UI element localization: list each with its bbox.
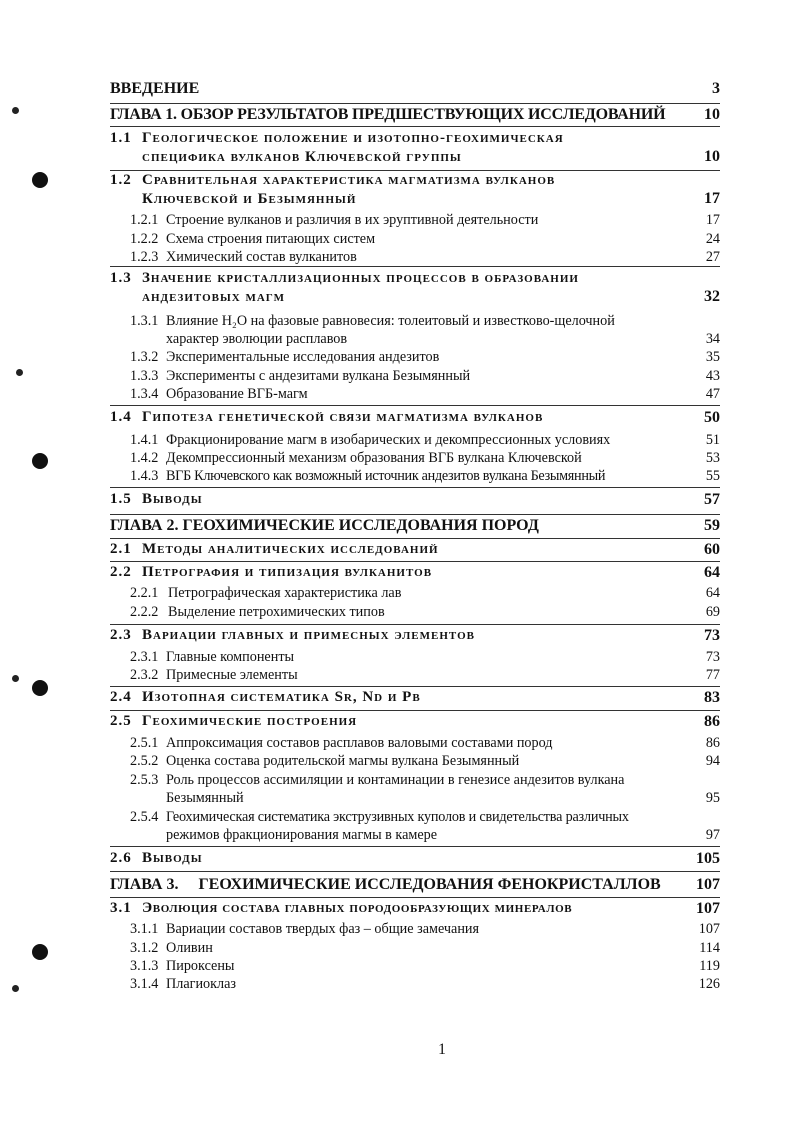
toc-title-cont: специфика вулканов Ключевской группы bbox=[142, 149, 462, 165]
toc-entry bbox=[110, 172, 720, 212]
toc-title: Плагиоклаз bbox=[166, 976, 237, 992]
toc-page: 73 bbox=[705, 649, 720, 665]
toc-number: 1.1 bbox=[110, 130, 132, 146]
toc-number: 2.5.2 bbox=[130, 753, 159, 769]
toc-page: 114 bbox=[699, 940, 720, 956]
toc-number: 1.3 bbox=[110, 270, 132, 286]
toc-number: 2.2.2 bbox=[130, 604, 159, 620]
toc-page: 86 bbox=[704, 713, 720, 730]
toc-title: Экспериментальные исследования андезитов bbox=[166, 349, 440, 365]
toc-entry bbox=[130, 432, 720, 450]
toc-entry bbox=[110, 713, 720, 733]
toc-number: 1.3.3 bbox=[130, 368, 159, 384]
toc-number: 1.4.3 bbox=[130, 468, 159, 484]
toc-page: 34 bbox=[705, 331, 720, 347]
toc-number: 1.3.1 bbox=[130, 313, 159, 329]
toc-entry bbox=[130, 809, 720, 845]
toc-title: Химический состав вулканитов bbox=[166, 249, 357, 265]
toc-page: 47 bbox=[705, 386, 720, 402]
toc-page: 27 bbox=[705, 249, 720, 265]
toc-page: 35 bbox=[705, 349, 720, 365]
toc-page: 97 bbox=[705, 827, 720, 843]
toc-number: 2.5.4 bbox=[130, 809, 159, 825]
toc-title: Схема строения питающих систем bbox=[166, 231, 376, 247]
toc-page: 126 bbox=[698, 976, 720, 992]
toc-title: Пироксены bbox=[166, 958, 235, 974]
toc-page: 64 bbox=[705, 585, 720, 601]
toc-page: 86 bbox=[705, 735, 720, 751]
toc-title-cont: Безымянный bbox=[166, 790, 244, 806]
toc-entry bbox=[110, 876, 720, 896]
toc-entry bbox=[130, 386, 720, 404]
toc-title: Декомпрессионный механизм образования ВГБ вулкана Ключевской bbox=[166, 450, 582, 466]
toc-title: Влияние H₂O на фазовые равновесия: толеитовый и известково-щелочной bbox=[166, 313, 615, 329]
toc-number: 3.1.2 bbox=[130, 940, 159, 956]
toc-title: Выводы bbox=[142, 491, 203, 507]
toc-entry bbox=[130, 212, 720, 230]
toc-entry bbox=[110, 80, 720, 100]
toc-page: 83 bbox=[704, 689, 720, 706]
toc-title: Петрографическая характеристика лав bbox=[168, 585, 402, 601]
toc-number: 2.3.2 bbox=[130, 667, 159, 683]
toc-number: 1.2 bbox=[110, 172, 132, 188]
toc-entry bbox=[130, 649, 720, 667]
toc-page: 17 bbox=[705, 212, 720, 228]
toc-title: Оливин bbox=[166, 940, 213, 956]
toc-title: ВВЕДЕНИЕ bbox=[110, 80, 200, 97]
toc-page: 94 bbox=[705, 753, 720, 769]
toc-entry bbox=[130, 349, 720, 367]
toc-entry bbox=[130, 958, 720, 976]
toc-page: 10 bbox=[704, 148, 720, 165]
toc-page: 64 bbox=[704, 564, 720, 581]
toc-title: Геохимическая систематика экструзивных куполов и свидетельства различных bbox=[166, 809, 629, 825]
toc-entry bbox=[110, 130, 720, 170]
toc-page: 17 bbox=[704, 190, 720, 207]
toc-page: 77 bbox=[705, 667, 720, 683]
toc-page: 60 bbox=[704, 541, 720, 558]
toc-title: Выводы bbox=[142, 850, 203, 866]
toc-title: Петрография и типизация вулканитов bbox=[142, 564, 433, 580]
toc-entry bbox=[130, 667, 720, 685]
toc-entry bbox=[130, 921, 720, 939]
toc-entry bbox=[130, 585, 720, 603]
toc-number: 2.1 bbox=[110, 541, 132, 557]
toc-title: Роль процессов ассимиляции и контаминации в генезисе андезитов вулкана bbox=[166, 772, 625, 788]
toc-page: 107 bbox=[698, 921, 720, 937]
toc-entry bbox=[130, 604, 720, 622]
toc-entry bbox=[130, 940, 720, 958]
toc-entry bbox=[130, 368, 720, 386]
toc-entry bbox=[110, 517, 720, 537]
toc-page: 69 bbox=[705, 604, 720, 620]
toc-number: 1.2.2 bbox=[130, 231, 159, 247]
toc-number: 2.3.1 bbox=[130, 649, 159, 665]
toc-title: Аппроксимация составов расплавов валовыми составами пород bbox=[166, 735, 553, 751]
toc-entry bbox=[110, 270, 720, 310]
toc-page: 53 bbox=[705, 450, 720, 466]
toc-title-cont: характер эволюции расплавов bbox=[166, 331, 348, 347]
toc-number: 2.3 bbox=[110, 627, 132, 643]
toc-title-cont: Ключевской и Безымянный bbox=[142, 191, 357, 207]
toc-title: Эволюция состава главных породообразующих минералов bbox=[142, 900, 573, 916]
toc-entry bbox=[110, 900, 720, 920]
toc-title: Строение вулканов и различия в их эруптивной деятельности bbox=[166, 212, 539, 228]
toc-page: 3 bbox=[712, 80, 720, 97]
toc-entry bbox=[130, 450, 720, 468]
toc-entry bbox=[110, 409, 720, 429]
toc-title: Значение кристаллизационных процессов в образовании bbox=[142, 270, 579, 286]
toc-entry bbox=[130, 231, 720, 249]
toc-entry bbox=[130, 976, 720, 994]
toc-page: 73 bbox=[704, 627, 720, 644]
toc-number: 2.2.1 bbox=[130, 585, 159, 601]
toc-title-cont: режимов фракционирования магмы в камере bbox=[166, 827, 438, 843]
toc-title: Выделение петрохимических типов bbox=[168, 604, 385, 620]
toc-title: Примесные элементы bbox=[166, 667, 298, 683]
toc-title: Сравнительная характеристика магматизма вулканов bbox=[142, 172, 556, 188]
toc-title-cont: андезитовых магм bbox=[142, 289, 286, 305]
toc-entry bbox=[110, 689, 720, 709]
toc-number: 2.2 bbox=[110, 564, 132, 580]
toc-number: 2.5 bbox=[110, 713, 132, 729]
toc-entry bbox=[130, 249, 720, 267]
toc-number: 2.6 bbox=[110, 850, 132, 866]
toc-entry bbox=[130, 753, 720, 771]
toc-page: 105 bbox=[696, 850, 720, 867]
toc-entry bbox=[130, 772, 720, 808]
toc-number: 1.2.1 bbox=[130, 212, 159, 228]
toc-title: Образование ВГБ-магм bbox=[166, 386, 308, 402]
toc-title: ВГБ Ключевского как возможный источник андезитов вулкана Безымянный bbox=[166, 468, 606, 484]
toc-number: 2.5.1 bbox=[130, 735, 159, 751]
toc-title: ГЛАВА 2. ГЕОХИМИЧЕСКИЕ ИССЛЕДОВАНИЯ ПОРОД bbox=[110, 517, 539, 534]
toc-page: 32 bbox=[704, 288, 720, 305]
toc-page: 50 bbox=[704, 409, 720, 426]
toc-page: 107 bbox=[696, 876, 720, 893]
toc-number: 1.4 bbox=[110, 409, 132, 425]
toc-title: Изотопная систематика Sr, Nd и Pb bbox=[142, 689, 421, 705]
toc-page: 51 bbox=[705, 432, 720, 448]
toc-number: 1.3.4 bbox=[130, 386, 159, 402]
toc-entry bbox=[110, 564, 720, 584]
toc-page: 55 bbox=[705, 468, 720, 484]
toc-title: ГЛАВА 1. ОБЗОР РЕЗУЛЬТАТОВ ПРЕДШЕСТВУЮЩИХ ИССЛЕДОВАНИЙ bbox=[110, 106, 666, 123]
toc-title: Главные компоненты bbox=[166, 649, 295, 665]
toc-number: 2.4 bbox=[110, 689, 132, 705]
toc-entry bbox=[110, 491, 720, 511]
toc-number: 1.4.2 bbox=[130, 450, 159, 466]
toc-title: ГЛАВА 3. ГЕОХИМИЧЕСКИЕ ИССЛЕДОВАНИЯ ФЕНОКРИСТАЛЛОВ bbox=[110, 876, 661, 893]
toc-page: 43 bbox=[705, 368, 720, 384]
toc-title: Геохимические построения bbox=[142, 713, 358, 729]
toc-entry bbox=[110, 850, 720, 870]
toc-number: 3.1 bbox=[110, 900, 132, 916]
toc-page: 59 bbox=[704, 517, 720, 534]
toc-page: 95 bbox=[705, 790, 720, 806]
toc-page: 10 bbox=[704, 106, 720, 123]
toc-number: 3.1.3 bbox=[130, 958, 159, 974]
toc-title: Методы аналитических исследований bbox=[142, 541, 439, 557]
toc-page: 57 bbox=[704, 491, 720, 508]
toc-number: 1.2.3 bbox=[130, 249, 159, 265]
toc-number: 1.3.2 bbox=[130, 349, 159, 365]
toc-number: 1.4.1 bbox=[130, 432, 159, 448]
toc-entry bbox=[130, 468, 720, 486]
toc-title: Геологическое положение и изотопно-геохимическая bbox=[142, 130, 564, 146]
toc-title: Фракционирование магм в изобарических и декомпрессионных условиях bbox=[166, 432, 611, 448]
toc-page: 119 bbox=[699, 958, 720, 974]
toc-page: 107 bbox=[696, 900, 720, 917]
toc-number: 3.1.1 bbox=[130, 921, 159, 937]
toc-title: Вариации главных и примесных элементов bbox=[142, 627, 475, 643]
toc-title: Эксперименты с андезитами вулкана Безымянный bbox=[166, 368, 471, 384]
toc-number: 2.5.3 bbox=[130, 772, 159, 788]
toc-title: Гипотеза генетической связи магматизма вулканов bbox=[142, 409, 544, 425]
toc-number: 1.5 bbox=[110, 491, 132, 507]
toc-title: Оценка состава родительской магмы вулкана Безымянный bbox=[166, 753, 520, 769]
toc-entry bbox=[110, 541, 720, 561]
toc-title: Вариации составов твердых фаз – общие замечания bbox=[166, 921, 480, 937]
toc-number: 3.1.4 bbox=[130, 976, 159, 992]
toc-entry bbox=[110, 106, 720, 126]
toc-page: 24 bbox=[705, 231, 720, 247]
page-number: 1 bbox=[438, 1041, 446, 1058]
toc-entry bbox=[110, 627, 720, 647]
toc-entry bbox=[130, 313, 720, 349]
toc-entry bbox=[130, 735, 720, 753]
